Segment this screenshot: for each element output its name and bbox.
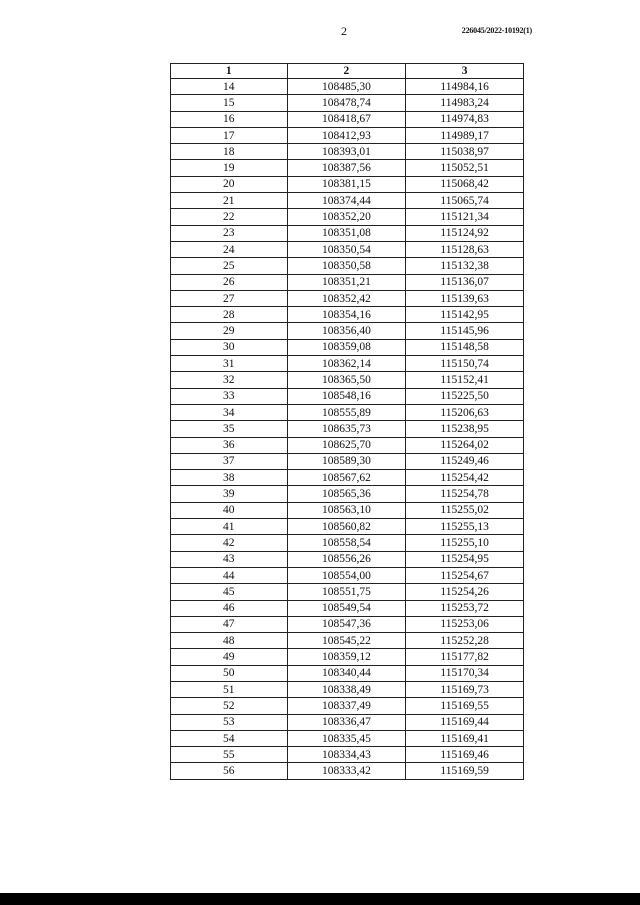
table-row	[171, 307, 524, 323]
point-number-cell: 49	[171, 649, 288, 665]
table-row	[171, 698, 524, 714]
x-coordinate-cell: 108351,21	[287, 274, 406, 290]
point-number-cell: 43	[171, 551, 288, 567]
point-number-cell: 53	[171, 714, 288, 730]
x-coordinate-cell: 108412,93	[287, 127, 406, 143]
y-coordinate-cell: 115177,82	[406, 649, 524, 665]
y-coordinate-cell: 115145,96	[406, 323, 524, 339]
x-coordinate-cell: 108362,14	[287, 356, 406, 372]
x-coordinate-cell: 108547,36	[287, 616, 406, 632]
table-row	[171, 95, 524, 111]
x-coordinate-cell: 108548,16	[287, 388, 406, 404]
y-coordinate-cell: 115121,34	[406, 209, 524, 225]
point-number-cell: 45	[171, 584, 288, 600]
point-number-cell: 46	[171, 600, 288, 616]
x-coordinate-cell: 108558,54	[287, 535, 406, 551]
y-coordinate-cell: 115252,28	[406, 633, 524, 649]
table-row	[171, 258, 524, 274]
y-coordinate-cell: 114974,83	[406, 111, 524, 127]
y-coordinate-cell: 115253,72	[406, 600, 524, 616]
y-coordinate-cell: 115255,02	[406, 502, 524, 518]
y-coordinate-cell: 115124,92	[406, 225, 524, 241]
point-number-cell: 36	[171, 437, 288, 453]
x-coordinate-cell: 108350,58	[287, 258, 406, 274]
table-row	[171, 633, 524, 649]
x-coordinate-cell: 108359,08	[287, 339, 406, 355]
table-row	[171, 225, 524, 241]
y-coordinate-cell: 115254,78	[406, 486, 524, 502]
y-coordinate-cell: 115254,95	[406, 551, 524, 567]
y-coordinate-cell: 114984,16	[406, 79, 524, 95]
point-number-cell: 20	[171, 176, 288, 192]
point-number-cell: 14	[171, 79, 288, 95]
table-row	[171, 160, 524, 176]
coordinates-table	[170, 63, 524, 780]
x-coordinate-cell: 108351,08	[287, 225, 406, 241]
point-number-cell: 54	[171, 730, 288, 746]
x-coordinate-cell: 108418,67	[287, 111, 406, 127]
column-header: 1	[171, 64, 288, 79]
table-row	[171, 372, 524, 388]
point-number-cell: 42	[171, 535, 288, 551]
x-coordinate-cell: 108352,20	[287, 209, 406, 225]
y-coordinate-cell: 115254,42	[406, 470, 524, 486]
point-number-cell: 25	[171, 258, 288, 274]
x-coordinate-cell: 108549,54	[287, 600, 406, 616]
point-number-cell: 55	[171, 747, 288, 763]
y-coordinate-cell: 115253,06	[406, 616, 524, 632]
y-coordinate-cell: 115132,38	[406, 258, 524, 274]
table-row	[171, 681, 524, 697]
x-coordinate-cell: 108560,82	[287, 519, 406, 535]
table-row	[171, 404, 524, 420]
x-coordinate-cell: 108625,70	[287, 437, 406, 453]
y-coordinate-cell: 115169,46	[406, 747, 524, 763]
x-coordinate-cell: 108381,15	[287, 176, 406, 192]
point-number-cell: 51	[171, 681, 288, 697]
page-number: 2	[341, 24, 347, 38]
y-coordinate-cell: 115136,07	[406, 274, 524, 290]
point-number-cell: 29	[171, 323, 288, 339]
x-coordinate-cell: 108352,42	[287, 290, 406, 306]
table-row	[171, 453, 524, 469]
x-coordinate-cell: 108485,30	[287, 79, 406, 95]
table-row	[171, 519, 524, 535]
y-coordinate-cell: 114989,17	[406, 127, 524, 143]
point-number-cell: 27	[171, 290, 288, 306]
point-number-cell: 41	[171, 519, 288, 535]
y-coordinate-cell: 115255,13	[406, 519, 524, 535]
table-row	[171, 649, 524, 665]
table-row	[171, 437, 524, 453]
table-row	[171, 421, 524, 437]
table-row	[171, 502, 524, 518]
point-number-cell: 47	[171, 616, 288, 632]
table-row	[171, 567, 524, 583]
x-coordinate-cell: 108337,49	[287, 698, 406, 714]
x-coordinate-cell: 108336,47	[287, 714, 406, 730]
x-coordinate-cell: 108545,22	[287, 633, 406, 649]
table-row	[171, 144, 524, 160]
table-row	[171, 665, 524, 681]
x-coordinate-cell: 108635,73	[287, 421, 406, 437]
y-coordinate-cell: 115255,10	[406, 535, 524, 551]
table-row	[171, 763, 524, 779]
point-number-cell: 56	[171, 763, 288, 779]
table-row	[171, 323, 524, 339]
y-coordinate-cell: 115169,41	[406, 730, 524, 746]
x-coordinate-cell: 108393,01	[287, 144, 406, 160]
table-row	[171, 356, 524, 372]
x-coordinate-cell: 108589,30	[287, 453, 406, 469]
table-row	[171, 747, 524, 763]
x-coordinate-cell: 108350,54	[287, 241, 406, 257]
x-coordinate-cell: 108338,49	[287, 681, 406, 697]
point-number-cell: 44	[171, 567, 288, 583]
point-number-cell: 37	[171, 453, 288, 469]
column-header: 3	[406, 64, 524, 79]
point-number-cell: 15	[171, 95, 288, 111]
point-number-cell: 28	[171, 307, 288, 323]
x-coordinate-cell: 108374,44	[287, 193, 406, 209]
point-number-cell: 17	[171, 127, 288, 143]
table-row	[171, 535, 524, 551]
point-number-cell: 52	[171, 698, 288, 714]
table-row	[171, 241, 524, 257]
x-coordinate-cell: 108565,36	[287, 486, 406, 502]
y-coordinate-cell: 115052,51	[406, 160, 524, 176]
table-row	[171, 290, 524, 306]
x-coordinate-cell: 108556,26	[287, 551, 406, 567]
point-number-cell: 48	[171, 633, 288, 649]
table-row	[171, 127, 524, 143]
table-row	[171, 176, 524, 192]
point-number-cell: 26	[171, 274, 288, 290]
x-coordinate-cell: 108335,45	[287, 730, 406, 746]
point-number-cell: 38	[171, 470, 288, 486]
y-coordinate-cell: 115225,50	[406, 388, 524, 404]
y-coordinate-cell: 115065,74	[406, 193, 524, 209]
column-header: 2	[287, 64, 406, 79]
y-coordinate-cell: 115038,97	[406, 144, 524, 160]
table-row	[171, 486, 524, 502]
point-number-cell: 34	[171, 404, 288, 420]
table-row	[171, 470, 524, 486]
table-row	[171, 714, 524, 730]
y-coordinate-cell: 115169,55	[406, 698, 524, 714]
table-row	[171, 616, 524, 632]
table-row	[171, 730, 524, 746]
y-coordinate-cell: 115249,46	[406, 453, 524, 469]
y-coordinate-cell: 115254,67	[406, 567, 524, 583]
x-coordinate-cell: 108354,16	[287, 307, 406, 323]
y-coordinate-cell: 115169,59	[406, 763, 524, 779]
table-row	[171, 551, 524, 567]
point-number-cell: 33	[171, 388, 288, 404]
x-coordinate-cell: 108359,12	[287, 649, 406, 665]
table-row	[171, 584, 524, 600]
table-row	[171, 339, 524, 355]
y-coordinate-cell: 115068,42	[406, 176, 524, 192]
y-coordinate-cell: 115206,63	[406, 404, 524, 420]
point-number-cell: 35	[171, 421, 288, 437]
y-coordinate-cell: 115148,58	[406, 339, 524, 355]
point-number-cell: 22	[171, 209, 288, 225]
table-row	[171, 111, 524, 127]
point-number-cell: 40	[171, 502, 288, 518]
x-coordinate-cell: 108387,56	[287, 160, 406, 176]
point-number-cell: 23	[171, 225, 288, 241]
point-number-cell: 50	[171, 665, 288, 681]
y-coordinate-cell: 115128,63	[406, 241, 524, 257]
point-number-cell: 30	[171, 339, 288, 355]
point-number-cell: 18	[171, 144, 288, 160]
x-coordinate-cell: 108555,89	[287, 404, 406, 420]
x-coordinate-cell: 108333,42	[287, 763, 406, 779]
document-reference: 226045/2022-10192(1)	[461, 26, 532, 35]
y-coordinate-cell: 115169,44	[406, 714, 524, 730]
point-number-cell: 32	[171, 372, 288, 388]
y-coordinate-cell: 115139,63	[406, 290, 524, 306]
table-row	[171, 600, 524, 616]
y-coordinate-cell: 115152,41	[406, 372, 524, 388]
y-coordinate-cell: 115142,95	[406, 307, 524, 323]
x-coordinate-cell: 108551,75	[287, 584, 406, 600]
x-coordinate-cell: 108563,10	[287, 502, 406, 518]
y-coordinate-cell: 115238,95	[406, 421, 524, 437]
y-coordinate-cell: 115169,73	[406, 681, 524, 697]
point-number-cell: 39	[171, 486, 288, 502]
y-coordinate-cell: 114983,24	[406, 95, 524, 111]
table-row	[171, 388, 524, 404]
table-header-row	[171, 64, 524, 79]
x-coordinate-cell: 108478,74	[287, 95, 406, 111]
x-coordinate-cell: 108334,43	[287, 747, 406, 763]
table-row	[171, 274, 524, 290]
point-number-cell: 31	[171, 356, 288, 372]
y-coordinate-cell: 115150,74	[406, 356, 524, 372]
table-row	[171, 193, 524, 209]
y-coordinate-cell: 115170,34	[406, 665, 524, 681]
y-coordinate-cell: 115254,26	[406, 584, 524, 600]
point-number-cell: 16	[171, 111, 288, 127]
table-row	[171, 209, 524, 225]
y-coordinate-cell: 115264,02	[406, 437, 524, 453]
point-number-cell: 21	[171, 193, 288, 209]
x-coordinate-cell: 108340,44	[287, 665, 406, 681]
table-body	[171, 79, 524, 780]
table-row	[171, 79, 524, 95]
point-number-cell: 24	[171, 241, 288, 257]
x-coordinate-cell: 108356,40	[287, 323, 406, 339]
x-coordinate-cell: 108365,50	[287, 372, 406, 388]
x-coordinate-cell: 108554,00	[287, 567, 406, 583]
x-coordinate-cell: 108567,62	[287, 470, 406, 486]
point-number-cell: 19	[171, 160, 288, 176]
scan-bottom-edge	[0, 893, 640, 905]
